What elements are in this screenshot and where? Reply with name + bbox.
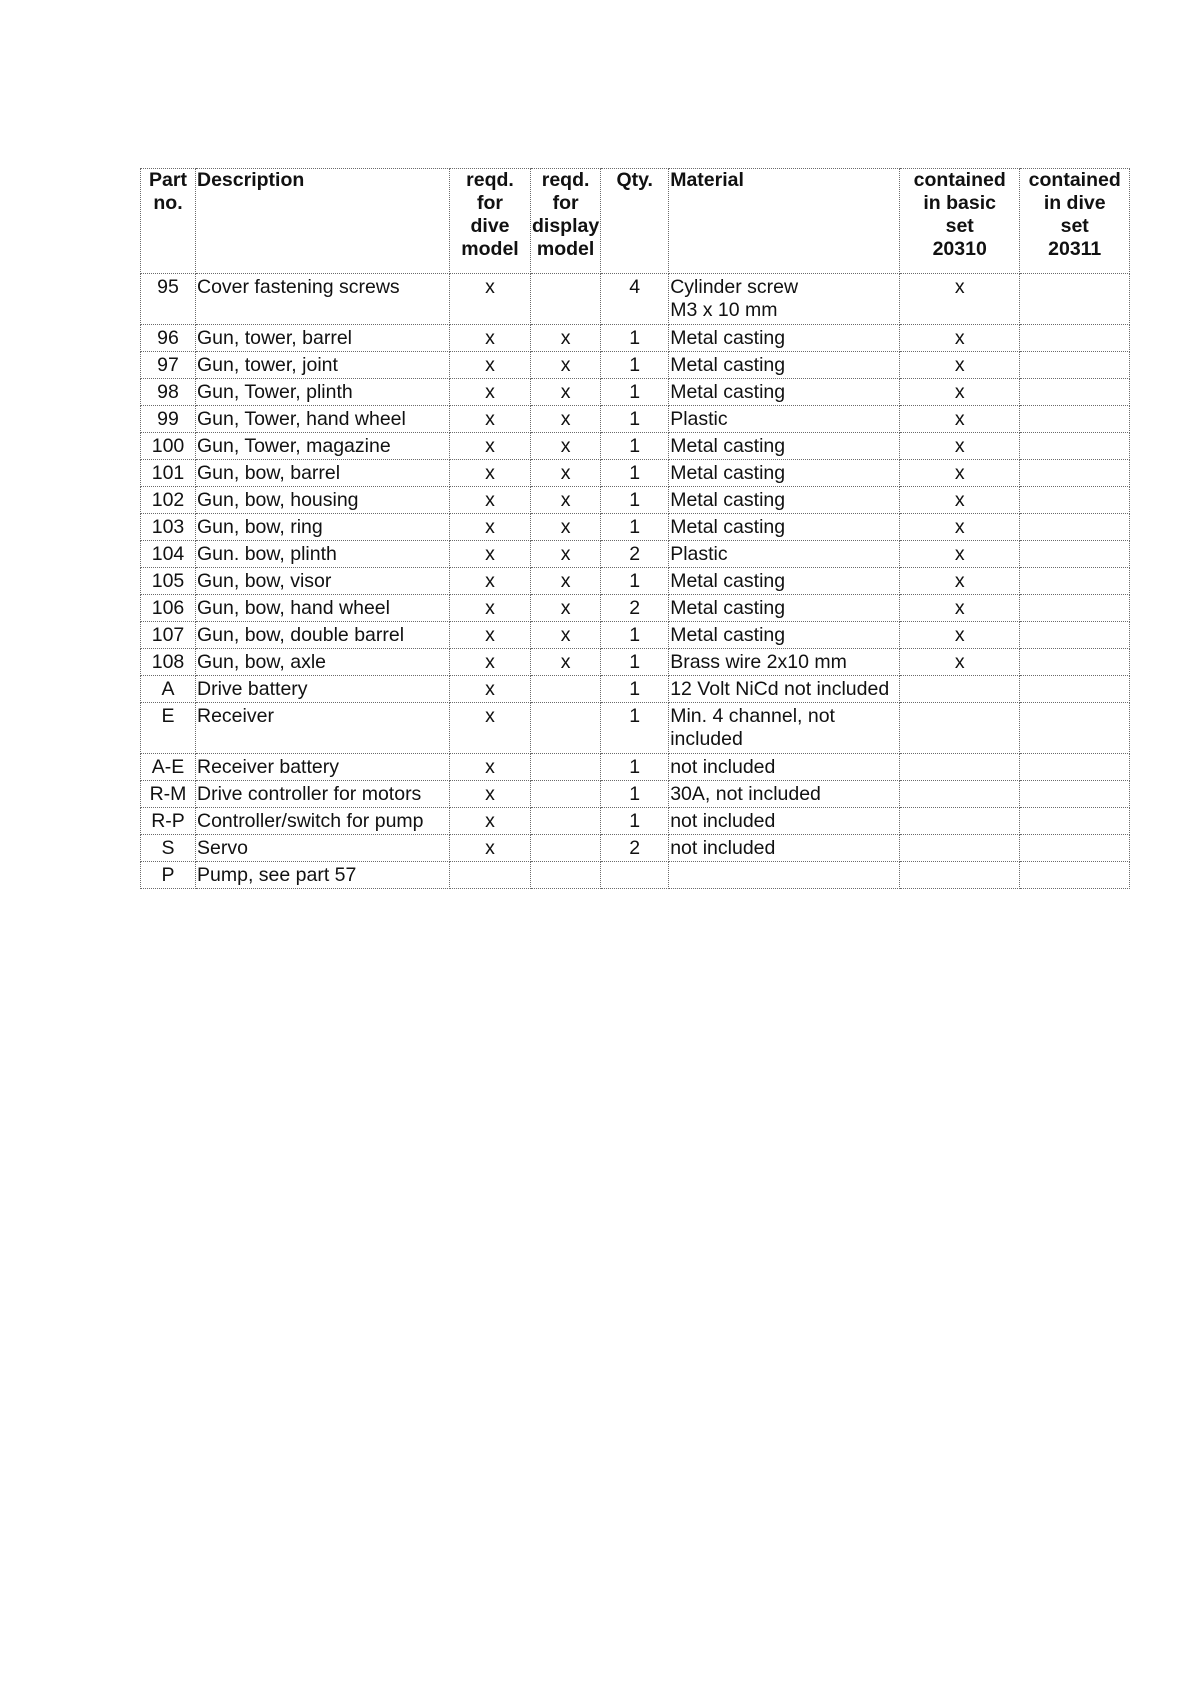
material-line: not included [670, 756, 776, 778]
cell-qty: 1 [601, 703, 669, 754]
table-row [141, 595, 1130, 622]
material-line: Cylinder screw [670, 276, 799, 298]
material-line: Metal casting [670, 435, 786, 457]
cell-basic-set: x [900, 649, 1020, 676]
cell-part-no: 104 [141, 541, 196, 568]
cell-reqd-display [531, 808, 601, 835]
cell-reqd-display [531, 862, 601, 889]
cell-qty: 1 [601, 406, 669, 433]
cell-description: Receiver [196, 703, 450, 754]
cell-basic-set: x [900, 325, 1020, 352]
cell-material [669, 649, 900, 676]
material-line: Plastic [670, 543, 728, 565]
table-row [141, 460, 1130, 487]
cell-basic-set [900, 835, 1020, 862]
cell-part-no: 106 [141, 595, 196, 622]
cell-basic-set [900, 676, 1020, 703]
cell-dive-set [1020, 487, 1130, 514]
cell-reqd-display: x [531, 379, 601, 406]
cell-reqd-dive: x [450, 379, 531, 406]
cell-qty: 1 [601, 460, 669, 487]
cell-reqd-dive: x [450, 514, 531, 541]
cell-reqd-dive: x [450, 754, 531, 781]
material-line: Metal casting [670, 570, 786, 592]
cell-dive-set [1020, 808, 1130, 835]
table-row [141, 541, 1130, 568]
cell-dive-set [1020, 862, 1130, 889]
cell-basic-set: x [900, 622, 1020, 649]
cell-reqd-dive: x [450, 781, 531, 808]
cell-dive-set [1020, 406, 1130, 433]
cell-part-no: R-M [141, 781, 196, 808]
table-row [141, 274, 1130, 325]
cell-description: Gun, bow, axle [196, 649, 450, 676]
cell-description: Drive controller for motors [196, 781, 450, 808]
table-row [141, 433, 1130, 460]
cell-part-no: R-P [141, 808, 196, 835]
material-line: Metal casting [670, 327, 786, 349]
cell-material [669, 622, 900, 649]
cell-basic-set: x [900, 274, 1020, 325]
cell-reqd-display: x [531, 568, 601, 595]
cell-material [669, 352, 900, 379]
table-row [141, 835, 1130, 862]
table-row [141, 622, 1130, 649]
material-line: Metal casting [670, 354, 786, 376]
cell-qty: 2 [601, 541, 669, 568]
cell-material [669, 541, 900, 568]
cell-reqd-dive: x [450, 622, 531, 649]
cell-reqd-display: x [531, 352, 601, 379]
table-row [141, 406, 1130, 433]
cell-basic-set: x [900, 460, 1020, 487]
cell-reqd-dive: x [450, 703, 531, 754]
cell-description: Gun, bow, barrel [196, 460, 450, 487]
cell-qty: 1 [601, 622, 669, 649]
cell-reqd-display: x [531, 433, 601, 460]
cell-basic-set: x [900, 352, 1020, 379]
cell-description: Gun. bow, plinth [196, 541, 450, 568]
cell-qty: 1 [601, 433, 669, 460]
cell-dive-set [1020, 649, 1130, 676]
cell-reqd-dive: x [450, 649, 531, 676]
cell-qty: 2 [601, 835, 669, 862]
cell-description: Gun, bow, hand wheel [196, 595, 450, 622]
cell-qty: 1 [601, 325, 669, 352]
cell-reqd-display [531, 754, 601, 781]
cell-description: Gun, Tower, hand wheel [196, 406, 450, 433]
cell-part-no: 103 [141, 514, 196, 541]
cell-reqd-display [531, 781, 601, 808]
cell-qty: 1 [601, 649, 669, 676]
material-line: not included [670, 837, 776, 859]
cell-qty: 1 [601, 781, 669, 808]
cell-dive-set [1020, 541, 1130, 568]
cell-material [669, 835, 900, 862]
cell-reqd-display: x [531, 487, 601, 514]
table-row [141, 325, 1130, 352]
cell-reqd-display [531, 835, 601, 862]
cell-material [669, 808, 900, 835]
cell-dive-set [1020, 781, 1130, 808]
cell-material [669, 862, 900, 889]
cell-description: Gun, bow, double barrel [196, 622, 450, 649]
cell-basic-set: x [900, 433, 1020, 460]
cell-part-no: A [141, 676, 196, 703]
header-dive-set: contained in dive set 20311 [1020, 169, 1130, 274]
cell-dive-set [1020, 676, 1130, 703]
cell-part-no: 102 [141, 487, 196, 514]
cell-material [669, 754, 900, 781]
cell-part-no: 108 [141, 649, 196, 676]
cell-material [669, 460, 900, 487]
table-row [141, 703, 1130, 754]
cell-qty: 1 [601, 487, 669, 514]
material-line: Metal casting [670, 489, 786, 511]
table-row [141, 514, 1130, 541]
table-row [141, 808, 1130, 835]
header-reqd-display: reqd. for display model [531, 169, 601, 274]
cell-qty: 1 [601, 352, 669, 379]
cell-reqd-dive: x [450, 568, 531, 595]
material-line: 12 Volt NiCd not included [670, 678, 890, 700]
cell-part-no: A-E [141, 754, 196, 781]
cell-material [669, 487, 900, 514]
cell-material [669, 379, 900, 406]
cell-description: Gun, Tower, plinth [196, 379, 450, 406]
cell-reqd-dive [450, 862, 531, 889]
header-material: Material [669, 169, 900, 274]
cell-description: Receiver battery [196, 754, 450, 781]
cell-description: Gun, tower, joint [196, 352, 450, 379]
cell-reqd-dive: x [450, 274, 531, 325]
table-row [141, 568, 1130, 595]
cell-reqd-dive: x [450, 352, 531, 379]
cell-part-no: 95 [141, 274, 196, 325]
table-row [141, 862, 1130, 889]
table-row [141, 649, 1130, 676]
cell-description: Drive battery [196, 676, 450, 703]
cell-material [669, 433, 900, 460]
cell-reqd-display [531, 676, 601, 703]
cell-part-no: 105 [141, 568, 196, 595]
cell-part-no: 98 [141, 379, 196, 406]
cell-reqd-dive: x [450, 460, 531, 487]
cell-reqd-dive: x [450, 595, 531, 622]
cell-description: Cover fastening screws [196, 274, 450, 325]
cell-basic-set [900, 703, 1020, 754]
material-line: not included [670, 810, 776, 832]
cell-material [669, 325, 900, 352]
cell-reqd-display [531, 274, 601, 325]
material-line: Min. 4 channel, not [670, 705, 835, 727]
cell-material [669, 514, 900, 541]
cell-description: Gun, Tower, magazine [196, 433, 450, 460]
cell-qty: 1 [601, 676, 669, 703]
cell-dive-set [1020, 274, 1130, 325]
cell-reqd-dive: x [450, 676, 531, 703]
cell-description: Servo [196, 835, 450, 862]
cell-material [669, 274, 900, 325]
cell-material [669, 781, 900, 808]
cell-reqd-dive: x [450, 406, 531, 433]
cell-dive-set [1020, 325, 1130, 352]
header-reqd-dive: reqd. for dive model [450, 169, 531, 274]
material-line: Metal casting [670, 462, 786, 484]
cell-dive-set [1020, 460, 1130, 487]
material-line: included [670, 728, 743, 750]
cell-reqd-display: x [531, 595, 601, 622]
table-row [141, 352, 1130, 379]
material-line: M3 x 10 mm [670, 299, 778, 321]
cell-part-no: 96 [141, 325, 196, 352]
header-basic-set: contained in basic set 20310 [900, 169, 1020, 274]
cell-basic-set: x [900, 487, 1020, 514]
cell-reqd-dive: x [450, 487, 531, 514]
cell-part-no: 107 [141, 622, 196, 649]
cell-reqd-dive: x [450, 325, 531, 352]
table-header-row [141, 169, 1130, 274]
cell-dive-set [1020, 433, 1130, 460]
table-row [141, 781, 1130, 808]
table-row [141, 379, 1130, 406]
cell-basic-set: x [900, 568, 1020, 595]
header-part-no: Part no. [141, 169, 196, 274]
cell-reqd-display: x [531, 460, 601, 487]
cell-reqd-display: x [531, 649, 601, 676]
cell-reqd-display: x [531, 325, 601, 352]
material-line: Metal casting [670, 516, 786, 538]
material-line: Metal casting [670, 624, 786, 646]
cell-qty: 1 [601, 568, 669, 595]
cell-qty: 4 [601, 274, 669, 325]
cell-part-no: 99 [141, 406, 196, 433]
cell-reqd-display [531, 703, 601, 754]
table-body [141, 274, 1130, 889]
cell-description: Pump, see part 57 [196, 862, 450, 889]
material-line: 30A, not included [670, 783, 821, 805]
cell-dive-set [1020, 379, 1130, 406]
cell-dive-set [1020, 703, 1130, 754]
cell-part-no: 101 [141, 460, 196, 487]
cell-description: Gun, bow, visor [196, 568, 450, 595]
material-line: Metal casting [670, 381, 786, 403]
table-row [141, 487, 1130, 514]
cell-material [669, 406, 900, 433]
cell-reqd-dive: x [450, 835, 531, 862]
cell-basic-set [900, 781, 1020, 808]
cell-basic-set [900, 862, 1020, 889]
cell-description: Gun, bow, housing [196, 487, 450, 514]
cell-dive-set [1020, 835, 1130, 862]
cell-reqd-display: x [531, 514, 601, 541]
cell-basic-set [900, 808, 1020, 835]
cell-basic-set: x [900, 541, 1020, 568]
cell-part-no: S [141, 835, 196, 862]
cell-dive-set [1020, 595, 1130, 622]
cell-qty [601, 862, 669, 889]
cell-part-no: 97 [141, 352, 196, 379]
cell-description: Controller/switch for pump [196, 808, 450, 835]
cell-dive-set [1020, 514, 1130, 541]
cell-qty: 2 [601, 595, 669, 622]
cell-qty: 1 [601, 514, 669, 541]
cell-reqd-dive: x [450, 808, 531, 835]
cell-dive-set [1020, 622, 1130, 649]
table-row [141, 676, 1130, 703]
cell-material [669, 676, 900, 703]
header-qty: Qty. [601, 169, 669, 274]
cell-dive-set [1020, 568, 1130, 595]
cell-material [669, 703, 900, 754]
cell-dive-set [1020, 754, 1130, 781]
cell-qty: 1 [601, 379, 669, 406]
cell-qty: 1 [601, 754, 669, 781]
cell-reqd-dive: x [450, 541, 531, 568]
table-row [141, 754, 1130, 781]
cell-reqd-display: x [531, 406, 601, 433]
cell-part-no: P [141, 862, 196, 889]
cell-basic-set: x [900, 406, 1020, 433]
cell-basic-set: x [900, 514, 1020, 541]
cell-basic-set: x [900, 379, 1020, 406]
header-description: Description [196, 169, 450, 274]
cell-material [669, 568, 900, 595]
material-line: Brass wire 2x10 mm [670, 651, 847, 673]
parts-list-table [140, 168, 1130, 889]
cell-reqd-display: x [531, 541, 601, 568]
cell-part-no: 100 [141, 433, 196, 460]
cell-basic-set [900, 754, 1020, 781]
material-line: Plastic [670, 408, 728, 430]
cell-description: Gun, tower, barrel [196, 325, 450, 352]
cell-dive-set [1020, 352, 1130, 379]
cell-qty: 1 [601, 808, 669, 835]
cell-part-no: E [141, 703, 196, 754]
cell-material [669, 595, 900, 622]
cell-description: Gun, bow, ring [196, 514, 450, 541]
material-line: Metal casting [670, 597, 786, 619]
cell-reqd-display: x [531, 622, 601, 649]
cell-basic-set: x [900, 595, 1020, 622]
cell-reqd-dive: x [450, 433, 531, 460]
